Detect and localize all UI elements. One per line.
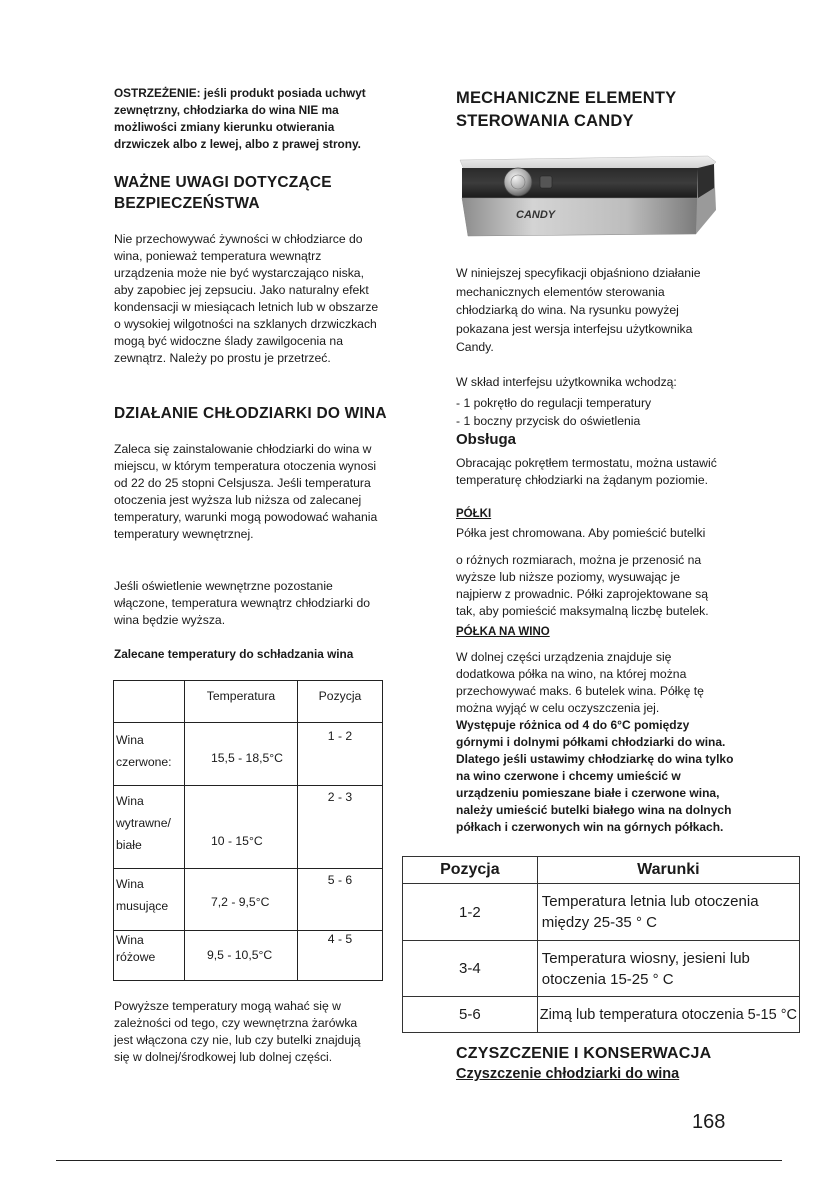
warning-text: OSTRZEŻENIE: jeśli produkt posiada uchwyt zewnętrzny, chłodziarka do wina NIE ma możliwości zmiany kierunku otwierania drzwiczek albo z lewej, albo z prawej strony. [114,86,366,151]
table-row [114,931,383,981]
temp-cell: 9,5 - 10,5°C [185,931,298,981]
conditions-pos-cell: 1-2 [403,884,538,941]
cleaning-subheading: Czyszczenie chłodziarki do wina [456,1066,680,1082]
table-header-row [114,681,383,723]
table-row [114,723,383,786]
page-number: 168 [692,1111,726,1133]
temp-cell: 7,2 - 9,5°C [185,869,298,931]
usage-heading: Obsługa [456,431,517,448]
conditions-pos-cell: 5-6 [403,997,538,1033]
panel-brand: CANDY [516,209,556,221]
controls-heading: MECHANICZNE ELEMENTY STEROWANIA CANDY [456,89,677,130]
conditions-header-conditions: Warunki [537,857,799,884]
temp-cell: 10 - 15°C [185,786,298,869]
shelves-text-2: o różnych rozmiarach, można je przenosić na wyższe lub niższe poziomy, wysuwając je najpierw z prowadnic. Półki zaprojektowane są tak, aby pomieścić maksymalną liczbę butelek. [456,553,709,618]
includes-item-1: - 1 pokrętło do regulacji temperatury [456,396,652,410]
table-row [403,884,800,941]
table-row [403,997,800,1033]
wine-name-line: Wina [116,877,144,891]
cleaning-heading: CZYSZCZENIE I KONSERWACJA [456,1045,712,1062]
footer-rule [56,1160,782,1161]
conditions-cond-cell: Temperatura letnia lub otoczenia między 25-35 ° C [537,884,799,941]
conditions-pos-cell: 3-4 [403,941,538,997]
wine-name-line: Wina [116,794,144,808]
header-position: Pozycja [298,681,383,723]
wine-name-line: Wina [116,733,144,747]
usage-text: Obracając pokrętłem termostatu, można ustawić temperaturę chłodziarki na żądanym poziomie. [456,456,717,487]
intro-text: W niniejszej specyfikacji objaśniono działanie mechanicznych elementów sterowania chłodziarką do wina. Na rysunku powyżej pokazana jest wersja interfejsu użytkownika Candy. [456,266,701,354]
conditions-header-row [403,857,800,884]
includes-intro: W skład interfejsu użytkownika wchodzą: [456,375,677,389]
wine-temperature-table [113,680,383,981]
control-panel-image [458,152,718,242]
conditions-header-position: Pozycja [403,857,538,884]
temp-cell: 15,5 - 18,5°C [185,723,298,786]
operation-heading: DZIAŁANIE CHŁODZIARKI DO WINA [114,405,387,422]
wine-name-line: musujące [116,899,169,913]
table-row [114,786,383,869]
safety-heading: WAŻNE UWAGI DOTYCZĄCE BEZPIECZEŃSTWA [114,174,332,212]
conditions-cond-cell: Temperatura wiosny, jesieni lub otoczenia 15-25 ° C [537,941,799,997]
wine-name-line: białe [116,838,142,852]
wine-name-line: Wina [116,933,144,947]
pos-cell: 2 - 3 [298,786,383,869]
wine-name-line: różowe [116,950,156,964]
pos-cell: 5 - 6 [298,869,383,931]
wine-shelf-heading: PÓŁKA NA WINO [456,626,550,638]
shelves-text-1: Półka jest chromowana. Aby pomieścić butelki [456,526,706,540]
temperature-note: Powyższe temperatury mogą wahać się w zależności od tego, czy wewnętrzna żarówka jest włączona czy nie, lub czy butelki znajdują się w dolnej/środkowej lub dolnej części. [114,999,361,1064]
table-row [403,941,800,997]
pos-cell: 4 - 5 [298,931,383,981]
temps-heading: Zalecane temperatury do schładzania wina [114,647,354,661]
includes-item-2: - 1 boczny przycisk do oświetlenia [456,414,641,428]
header-temperature: Temperatura [185,681,298,723]
pos-cell: 1 - 2 [298,723,383,786]
wine-name-line: czerwone: [116,755,172,769]
wine-name-line: wytrawne/ [116,816,171,830]
conditions-table [402,856,800,1033]
table-row [114,869,383,931]
wine-shelf-text: W dolnej części urządzenia znajduje się dodatkowa półka na wino, na której można przechowywać maks. 6 butelek wina. Półkę tę można wyjąć w celu oczyszczenia jej. [456,650,704,715]
conditions-cond-cell: Zimą lub temperatura otoczenia 5-15 °C [537,997,799,1033]
operation-text-1: Zaleca się zainstalowanie chłodziarki do wina w miejscu, w którym temperatura otoczenia wynosi od 22 do 25 stopni Celsjusza. Jeśli temperatura otoczenia jest wyższa lub niższa od zalecanej temperatury, warunki mogą powodować wahania temperatury wewnętrznej. [114,442,378,541]
safety-text: Nie przechowywać żywności w chłodziarce do wina, ponieważ temperatura wewnątrz urządzenia może nie być wystarczająco niska, aby zapobiec jej zepsuciu. Jako naturalny efekt kondensacji w miesiącach letnich lub w obszarze o wysokiej wilgotności na szklanych drzwiczkach mogą być widoczne ślady zawilgocenia na zewnątrz. Należy po prostu je przetrzeć. [114,232,379,365]
shelves-heading: PÓŁKI [456,508,492,520]
wine-shelf-bold-text: Występuje różnica od 4 do 6°C pomiędzy górnymi i dolnymi półkami chłodziarki do wina. Dlatego jeśli ustawimy chłodziarkę do wina tylko na wino czerwone i chcemy umieścić w urządzeniu pomieszane białe i czerwone wina, należy umieścić butelki białego wina na dolnych półkach i czerwonych win na górnych półkach. [456,718,734,834]
operation-text-2: Jeśli oświetlenie wewnętrzne pozostanie włączone, temperatura wewnątrz chłodziarki do wina będzie wyższa. [114,579,371,627]
